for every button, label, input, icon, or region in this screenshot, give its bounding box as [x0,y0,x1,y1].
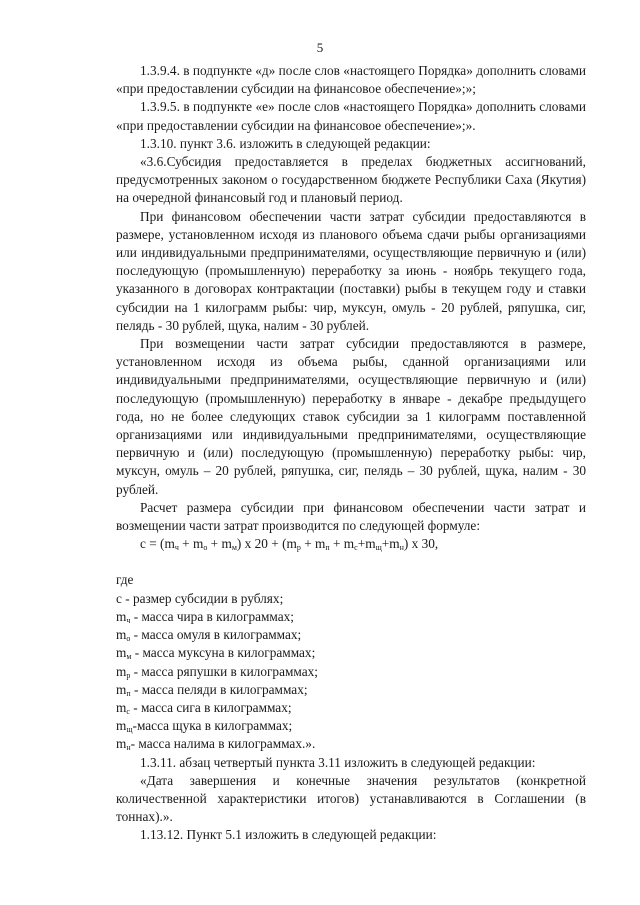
definition-item: $m_м$ - масса муксуна в килограммах; [116,645,316,662]
definition-item: $m_ч$ - масса чира в килограммах; [116,608,294,625]
paragraph-1-3-9-4: 1.3.9.4. в подпункте «д» после слов «настоящего Порядка» дополнить словами «при предоставлении субсидии на финансовое обеспечение»;»; [116,63,586,97]
definition-item: $m_о$ - масса омуля в килограммах; [116,627,302,644]
paragraph-1-3-11: 1.3.11. абзац четвертый пункта 3.11 изложить в следующей редакции: [140,754,536,770]
paragraph-1-3-10: 1.3.10. пункт 3.6. изложить в следующей редакции: [140,135,431,151]
paragraph-reimbursement: При возмещении части затрат субсидии предоставляются в размере, установленном исходя из объема рыбы, сданной организациями или индивидуальными предпринимателями, осуществляющие первичную и (или) последующую (промышленную) переработку в январе - декабре предыдущего года, но не более следующих ставок субсидии за 1 килограмм поставленной организациями или индивидуальными предпринимателями, осуществляющие первичную и (или) последующую (промышленную) переработку рыбы: чир, муксун, омуль – 20 рублей, ряпушка, сиг, пелядь – 30 рублей, щука, налим - 30 рублей. [116,336,586,497]
paragraph-result-dates: «Дата завершения и конечные значения результатов (конкретной количественной характеристики итогов) устанавливаются в Соглашении (в тоннах).». [116,772,586,825]
document-body [116,62,586,845]
paragraph-calculation: Расчет размера субсидии при финансовом обеспечении части затрат и возмещении части затрат производится по следующей формуле: [116,499,586,534]
paragraph-financing: При финансовом обеспечении части затрат субсидии предоставляются в размере, установленном исходя из планового объема сдачи рыбы организациями или индивидуальными предпринимателями, осуществляющие первичную и (или) последующую (промышленную) переработку за июнь - ноябрь текущего года, указанного в договорах контрактации (поставки) рыбы в текущем году и ставки субсидии на 1 килограмм рыбы: чир, муксун, омуль - 20 рублей, ряпушка, сиг, пелядь - 30 рублей, щука, налим - 30 рублей. [116,208,586,333]
paragraph-1-3-9-5: 1.3.9.5. в подпункте «е» после слов «настоящего Порядка» дополнить словами «при предоставлении субсидии на финансовое обеспечение»;». [116,99,586,133]
definition-item: c - размер субсидии в рублях; [116,590,284,606]
subsidy-formula: $c = (m_ч + m_о + m_м)$ х $20 + (m_р + m_п + m_с+m_щ+m_н)$ х 30, [140,536,439,553]
definition-item: $m_с$ - масса сига в килограммах; [116,699,292,716]
definition-item: $m_р$ - масса ряпушки в килограммах; [116,663,318,680]
page-number: 5 [316,40,324,55]
definitions-list [116,590,586,754]
paragraph-3-6-intro: «3.6.Субсидия предоставляется в пределах бюджетных ассигнований, предусмотренных законом о государственном бюджете Республики Саха (Якутия) на очередной финансовый год и плановый период. [116,154,586,206]
paragraph-1-13-12: 1.13.12. Пункт 5.1 изложить в следующей редакции: [140,827,437,843]
definition-item: $m_щ$-масса щука в килограммах; [116,718,293,735]
where-label: где [116,572,134,588]
definition-item: $m_п$ - масса пеляди в килограммах; [116,681,308,698]
definition-item: $m_н-$ масса налима в килограммах.». [116,736,316,753]
